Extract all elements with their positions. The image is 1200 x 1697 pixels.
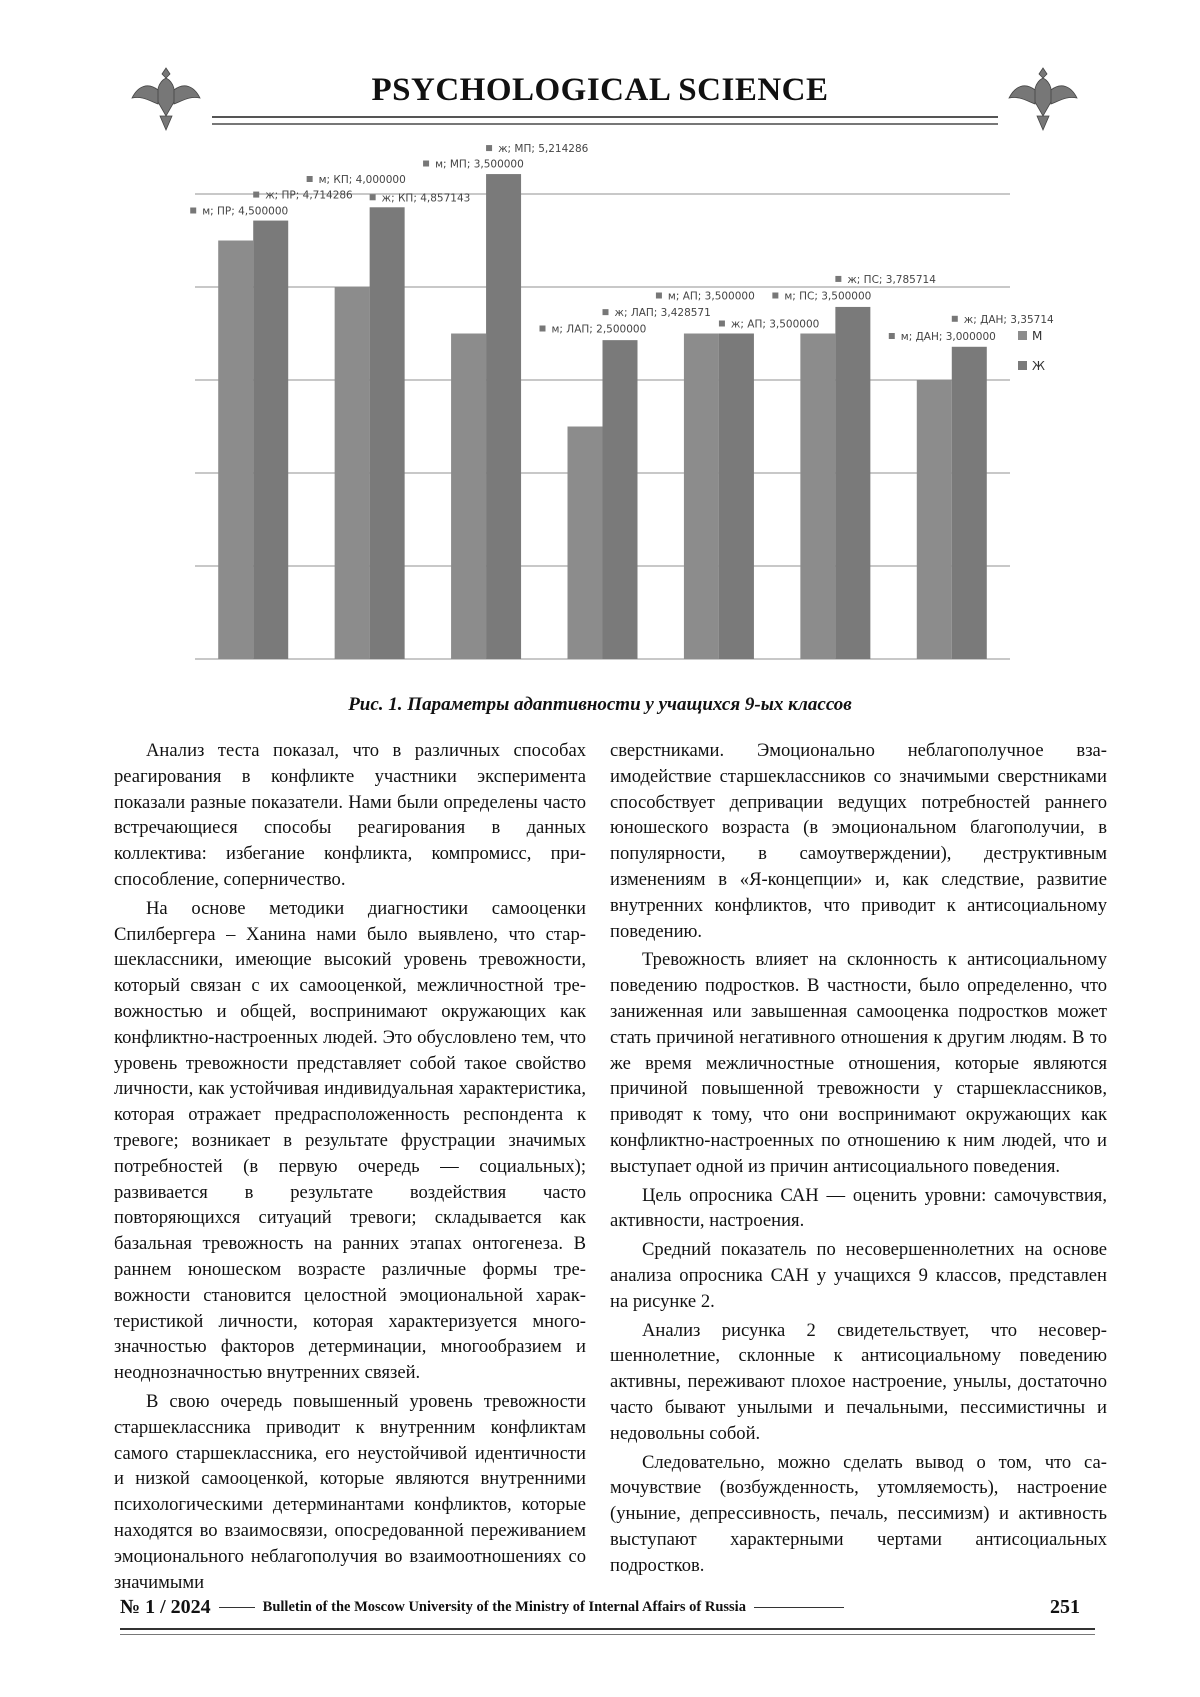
data-label-marker-icon (835, 276, 841, 282)
bar-М-АП (684, 334, 719, 660)
data-label: ж; ЛАП; 3,428571 (615, 307, 711, 319)
data-label-marker-icon (719, 321, 725, 327)
paragraph: Анализ рисунка 2 свидетельствует, что несовер­шеннолетние, склонные к антисоциальному поведе­нию активны, переживают плохое настроение, унылы, достаточно часто бывают унылыми и печальными, пессимистичны и недовольны собой. (610, 1318, 1107, 1447)
data-label: ж; КП; 4,857143 (382, 192, 471, 204)
bar-М-КП (335, 287, 370, 659)
data-label-marker-icon (253, 192, 259, 198)
data-label: ж; ПР; 4,714286 (265, 190, 353, 202)
legend-label: М (1032, 329, 1042, 343)
data-label-marker-icon (889, 333, 895, 339)
bar-Ж-КП (370, 207, 405, 659)
data-label: ж; ПС; 3,785714 (847, 274, 936, 286)
page-number: 251 (1050, 1596, 1080, 1619)
data-label: ж; МП; 5,214286 (498, 143, 589, 155)
data-label: м; МП; 3,500000 (435, 159, 524, 171)
paragraph: На основе методики диагностики самооценки Спилбергера – Ханина нами было выявлено, что стар­шеклассники, имеющие высокий уровень тревожности, который связан с их самооценкой, межличностной тре­вожностью и общей, воспринимают окружающих как конфликтно-настроенных людей. Это обусловлено тем, что уровень тревожности представляет собой такое свойство личности, как устойчивая индивидуальная ха­рактеристика, которая отражает предрасположенность респондента к тревоге; возникает в результате фрустра­ции значимых потребностей (в первую очередь — со­циальных); развивается в результате воздействия часто повторяющихся ситуаций тревоги; складывается как базальная тревожность на ранних этапах онтогенеза. В раннем юношеском возрасте различные формы тре­вожности становится целостной эмоциональной харак­теристикой личности, которая характеризуется много­значностью факторов детерминации, многообразием и неоднозначностью внутренних связей. (114, 896, 586, 1386)
data-label: м; ДАН; 3,000000 (901, 331, 996, 343)
data-label-marker-icon (486, 145, 492, 151)
footer-divider (219, 1607, 255, 1608)
bar-М-ПС (800, 334, 835, 660)
paragraph: Средний показатель по несовершеннолетних на основе анализа опросника САН у учащихся 9 классов, представлен на рисунке 2. (610, 1237, 1107, 1314)
text-column-left (114, 738, 586, 1598)
bar-Ж-МП (486, 174, 521, 659)
bar-Ж-ПР (253, 221, 288, 659)
data-label-marker-icon (656, 293, 662, 299)
data-label-marker-icon (603, 309, 609, 315)
data-label-marker-icon (423, 161, 429, 167)
data-label-marker-icon (370, 194, 376, 200)
page-footer (120, 1592, 1080, 1622)
legend-swatch-icon (1018, 361, 1027, 370)
header-rule (212, 116, 998, 125)
data-label: м; АП; 3,500000 (668, 291, 755, 303)
data-label-marker-icon (772, 293, 778, 299)
paragraph: Анализ теста показал, что в различных способах реагирования в конфликте участники эксперимента показали разные показатели. Нами были определены часто встречающиеся способы реагирования в данных коллектива: избегание конфликта, компромисс, при­способление, соперничество. (114, 738, 586, 893)
data-label: м; КП; 4,000000 (319, 174, 406, 186)
legend-label: Ж (1032, 359, 1045, 373)
bar-М-ДАН (917, 380, 952, 659)
footer-divider (754, 1607, 844, 1608)
text-column-right (610, 738, 1107, 1582)
data-label-marker-icon (190, 208, 196, 214)
data-label-marker-icon (952, 316, 958, 322)
paragraph: Цель опросника САН — оценить уровни: само­чувствия, активности, настроения. (610, 1183, 1107, 1235)
data-label-marker-icon (307, 176, 313, 182)
data-label: ж; АП; 3,500000 (731, 319, 819, 331)
legend-swatch-icon (1018, 331, 1027, 340)
bar-Ж-ПС (835, 307, 870, 659)
paragraph: сверстниками. Эмоционально неблагополучное вза­имодействие старшеклассников со значимыми свер­стниками способствует депривации ведущих потреб­ностей раннего юношеского возраста (в эмоциональном благополучии, в популярности, в самоутверждении), деструктивным изменениям в «Я-концепции» и, как следствие, развитие внутренних конфликтов, что при­водит к антисоциальному поведению. (610, 738, 1107, 944)
bar-М-ЛАП (568, 427, 603, 660)
bar-Ж-ЛАП (603, 340, 638, 659)
paragraph: В свою очередь повышенный уровень тревож­ности старшеклассника приводит к внутренним кон­фликтам самого старшеклассника, его неустойчивой идентичности и низкой самооценкой, которые явля­ются внутренними психологическими детерминанта­ми конфликтов, которые находятся во взаимосвязи, опосредованной переживанием эмоционального не­благополучия во взаимоотношениях со значимыми (114, 1389, 586, 1595)
bar-Ж-АП (719, 334, 754, 660)
data-label: м; ЛАП; 2,500000 (552, 324, 647, 336)
figure-caption: Рис. 1. Параметры адаптивности у учащихся 9-ых классов (0, 694, 1200, 716)
bar-chart (150, 140, 1070, 680)
issue-number: № 1 / 2024 (120, 1596, 211, 1619)
journal-name: Bulletin of the Moscow University of the Ministry of Internal Affairs of Russia (263, 1599, 746, 1616)
journal-title: PSYCHOLOGICAL SCIENCE (0, 72, 1200, 109)
paragraph: Следовательно, можно сделать вывод о том, что са­мочувствие (возбужденность, утомляемость), настро­ение (уныние, депрессивность, печаль, пессимизм) и активность выступают характерными чертами анти­социальных подростков. (610, 1450, 1107, 1579)
data-label: ж; ДАН; 3,35714 (964, 314, 1054, 326)
bar-М-ПР (218, 241, 253, 660)
data-label-marker-icon (540, 326, 546, 332)
paragraph: Тревожность влияет на склонность к антисоциаль­ному поведению подростков. В частности, было опре­деленно, что заниженная или завышенная самооценка подростков может стать причиной негативного отно­шения к другим людям. В то же время межличностные отношения, которые являются причиной повышенной тревожности у старшеклассников, приводят к тому, что они воспринимают окружающих как конфликтно-настроенных по отношению к ним людей, что и вы­ступает одной из причин антисоциального поведения. (610, 947, 1107, 1179)
data-label: м; ПР; 4,500000 (202, 206, 288, 218)
bar-М-МП (451, 334, 486, 660)
footer-rule (120, 1628, 1095, 1635)
bar-Ж-ДАН (952, 347, 987, 659)
data-label: м; ПС; 3,500000 (784, 291, 871, 303)
